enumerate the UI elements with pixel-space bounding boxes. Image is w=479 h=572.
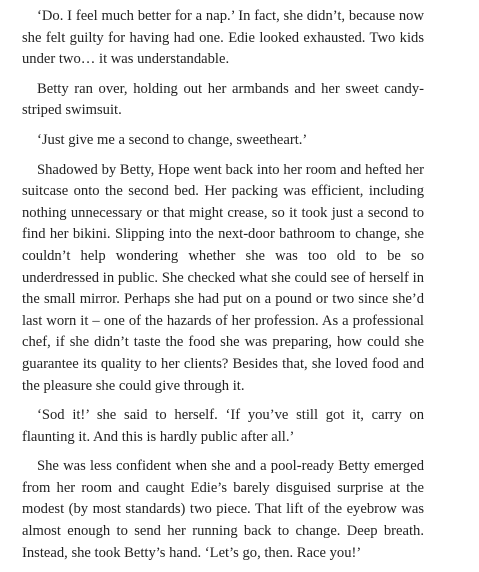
paragraph: Betty ran over, holding out her armbands and her sweet candy-striped swimsuit.	[22, 80, 424, 119]
paragraph: She was less confident when she and a pool-ready Betty emerged from her room and caught Edie’s barely disguised surprise at the modest (by most standards) two piece. That lift of the eyebrow was almost enough to send her running back to change. Deep breath. Instead, she took Betty’s hand. ‘Let’s go, then. Race you!’	[22, 458, 424, 561]
paragraph: ‘Sod it!’ she said to herself. ‘If you’ve still got it, carry on flaunting it. And this is hardly public after all.’	[22, 407, 424, 445]
paragraph: ‘Just give me a second to change, sweetheart.’	[37, 131, 308, 148]
document-page	[22, 6, 424, 572]
paragraph: Shadowed by Betty, Hope went back into her room and hefted her suitcase onto the second bed. Her packing was efficient, including nothing unnecessary or that might crease, so it took just a second to find her bikini. Slipping into the next-door bathroom to change, she couldn’t help wondering whether she was too old to be so underdressed in public. She checked what she could see of herself in the small mirror. Perhaps she had put on a pound or two since she’d last worn it – one of the hazards of her profession. As a professional chef, if she didn’t taste the food she was preparing, how could she guarantee its quality to her clients? Besides that, she loved food and the pleasure she could give through it.	[22, 161, 424, 394]
paragraph: ‘Do. I feel much better for a nap.’ In fact, she didn’t, because now she felt guilty for having had one. Edie looked exhausted. Two kids under two… it was understandable.	[22, 8, 424, 68]
